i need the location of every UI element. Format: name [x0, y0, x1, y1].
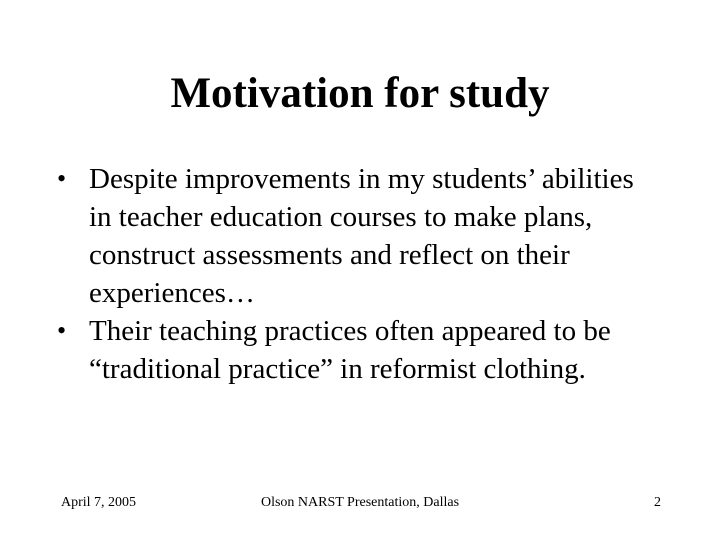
bullet-dot-icon: •	[57, 164, 67, 193]
footer-page-number: 2	[654, 495, 661, 510]
bullet-dot-icon: •	[57, 316, 67, 345]
bullet-list	[57, 160, 657, 388]
bullet-item-2	[57, 312, 657, 388]
bullet-item-1	[57, 160, 657, 312]
footer-presentation-title: Olson NARST Presentation, Dallas	[260, 495, 460, 510]
footer-date: April 7, 2005	[61, 495, 137, 510]
bullet-text-2: Their teaching practices often appeared to be “traditional practice” in reformist clothing.	[89, 315, 611, 385]
slide-title: Motivation for study	[170, 70, 550, 117]
bullet-text-1: Despite improvements in my students’ abilities in teacher education courses to make plans, construct assessments and reflect on their experiences…	[89, 163, 634, 309]
